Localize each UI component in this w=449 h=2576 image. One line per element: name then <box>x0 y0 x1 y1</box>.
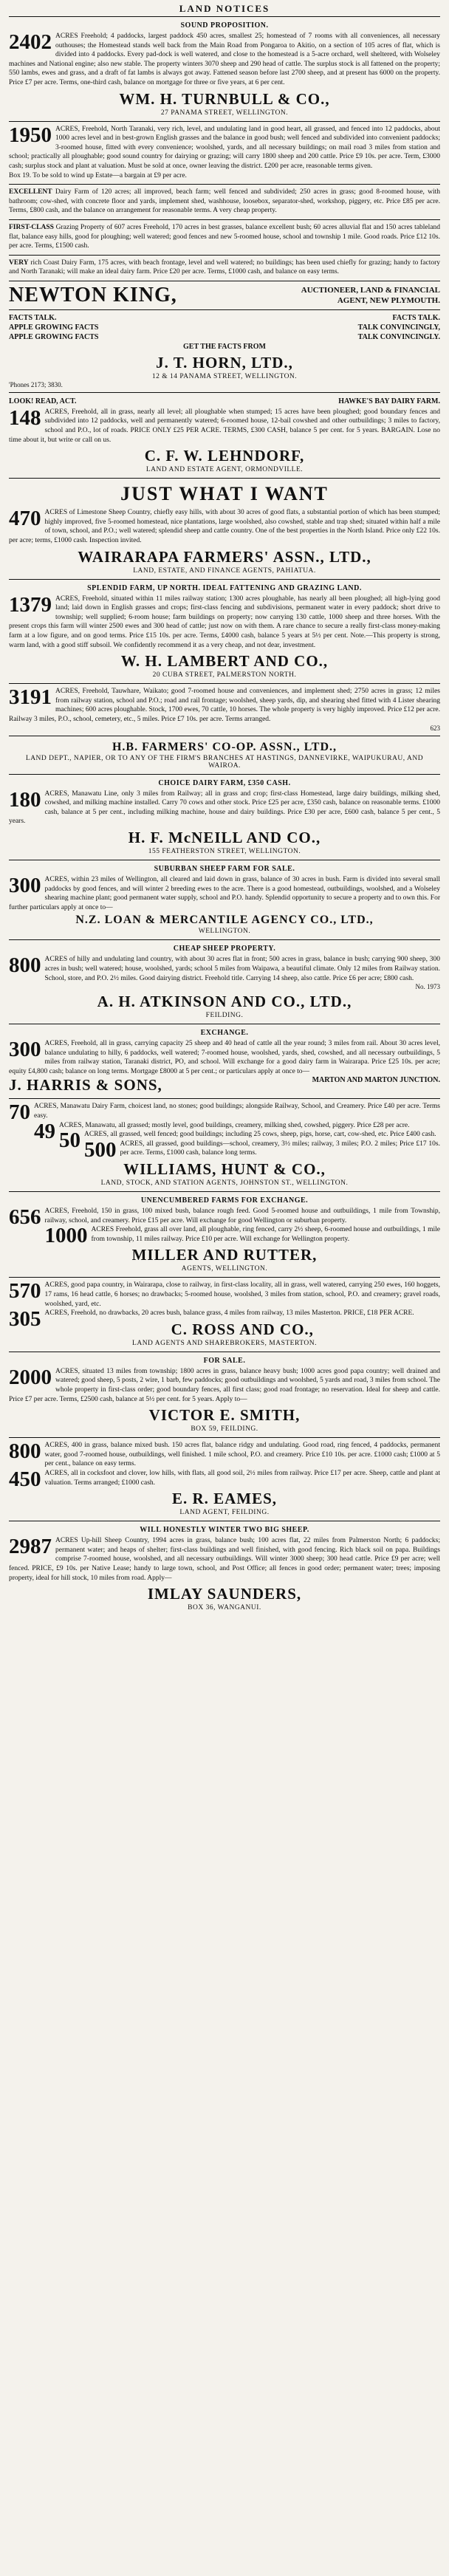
ad-heading: CHEAP SHEEP PROPERTY. <box>173 945 276 953</box>
facts-left: APPLE GROWING FACTS <box>9 323 99 332</box>
ad-body <box>9 223 440 251</box>
ad-heading: EXCHANGE. <box>200 1029 249 1038</box>
ad-reference: 623 <box>430 724 440 732</box>
ad-lead-number: 2987 <box>9 1535 52 1559</box>
agent-address: FEILDING. <box>205 1012 244 1020</box>
ad-text: ACRES, Freehold, situated within 11 miles railway station; 1300 acres ploughable, has nearly all been ploughed; all high-lying good land; laid down in English grasses and crops; first-class fencing and subdivisions, permanent water in every paddock; short drive to township; well supplied; 6-room house; farm buildings on property; now carrying 130 cattle, 1000 sheep and three horses. With the present crops this farm will winter 2500 ewes and 300 head of cattle; just now on with them. A rare chance to secure a really first-class money-making farm at a low figure, and on good terms. Price £15 10s. per acre. Terms, £4000 cash, balance 5 years at 5½ per cent. Note.—This property is strong, warm land, with a good stiff subsoil. We confidently recommend it as a very cheap, and not dear, investment. <box>9 595 440 649</box>
ad-newton-king <box>9 281 440 310</box>
ad-just-what-i-want <box>9 479 440 579</box>
ad-body <box>9 955 440 983</box>
ad-body <box>9 1205 440 1230</box>
ad-cheap-sheep <box>9 940 440 1024</box>
ad-lead-number: 49 <box>34 1119 55 1143</box>
ad-text: ACRES Up-hill Sheep Country, 1994 acres in grass, balance bush; 100 acres flat, 22 miles from Palmerston North; 6 paddocks; permanent water; and heaps of shelter; first-class buildings and well finished, with good fencing. Rich black soil on papa. Buildings comprise 7-roomed house, woolshed, and all necessary outbuildings. Will winter 3000 sheep; 300 head cattle. Price £9 per acre; well fenced. PRICE, £9 10s. per Native Lease; handy to large town, school, and Post Office; all fences in good order; permanent water; trees; imposing property, ideal for hill stock, 10 miles from road. Apply— <box>9 1537 440 1582</box>
ad-text: ACRES, 400 in grass, balance mixed bush. 150 acres flat, balance ridgy and undulating. Good road, ring fenced, 4 paddocks, permanent water, good 7-roomed house, outbuildings, well finished. 1 mile school, P.O. and creamery. Price £10 10s. per acre. £1000 cash; £1000 at 5 per cent., balance on easy terms. <box>44 1442 440 1468</box>
ad-2000-acres <box>9 1352 440 1438</box>
ad-body <box>9 687 440 724</box>
ad-text: ACRES, good papa country, in Wairarapa, close to railway, in first-class locality, all in grass, well watered, carrying 250 ewes, 160 hoggets, 17 rams, 16 head cattle, 6 horses; no drawbacks; 5-roomed house, woolshed, 3 miles from station, school, P.O. and creamery; gravel roads, woolshed, yard, etc. <box>44 1281 440 1308</box>
ad-lead-number: 800 <box>9 1439 41 1464</box>
facts-line-1 <box>9 313 440 323</box>
ad-lead-number: 656 <box>9 1205 41 1230</box>
ad-body <box>9 258 440 277</box>
ad-body <box>9 32 440 88</box>
ad-text: ACRES of Limestone Sheep Country, chiefly easy hills, with about 30 acres of good flats, a substantial portion of which has been stumped; highly improved, five 5-roomed homestead, nice plantations, large woolshed, also cowshed, stable and trap shed; situated within half a mile of town, school, and P.O.; well watered; splendid sheep and cattle country. One of the best properties in the North Island. Price only £22 10s. per acre; terms, £1000 cash. Inspection invited. <box>9 509 440 545</box>
ad-heading: SPLENDID FARM, UP NORTH. IDEAL FATTENING AND GRAZING LAND. <box>87 583 362 592</box>
ad-148-acres <box>9 393 440 479</box>
agent-name: C. F. W. LEHNDORF, <box>144 447 305 465</box>
ad-heading-row <box>9 397 440 405</box>
agent-name: H. F. McNEILL AND CO., <box>128 828 321 846</box>
ad-text: ACRES, Freehold, no drawbacks, 20 acres bush, balance grass, 4 miles from railway, 13 miles Masterton. PRICE, £18 PER ACRE. <box>44 1309 414 1318</box>
ad-body <box>9 188 440 216</box>
ad-text: ACRES Freehold, grass all over land, all ploughable, ring fenced, carry 2½ sheep, 6-roomed house and outbuildings, 1 mile from township, 11 miles railway. Price £10 per acre. Will exchange for Wellington property. <box>91 1226 440 1243</box>
ad-text: Grazing Property of 607 acres Freehold, 170 acres in best grasses, balance excellent bush; 60 acres alluvial flat and 150 acres tableland flat, balance easy hills, good for ploughing; well watered; good fences and new 5-roomed house, school and township 1 mile. Good roads. Price £12 10s. per acre. Terms, £1500 cash. <box>9 223 440 250</box>
agent-address: 20 CUBA STREET, PALMERSTON NORTH. <box>152 671 297 679</box>
ad-williams-hunt <box>9 1099 440 1192</box>
agent-address: LAND, STOCK, AND STATION AGENTS, JOHNSTON ST., WELLINGTON. <box>100 1179 349 1188</box>
ad-text: ACRES, Freehold, all in grass, carrying capacity 25 sheep and 40 head of cattle all the year round; 3 miles from rail. About 30 acres level, balance undulating to hilly, 6 paddocks, well watered; 7-roomed house, woolshed, yards, shed, cowshed, and all necessary outbuildings, 5 miles from railway station, Taranaki district, PO, and school. Will exchange for a good dairy farm in Wairarapa. Price £25 10s. per acre; equity £4,800 cash; balance on long terms. Mortgage £8000 at 5 per cent.; or particulars apply at once to— <box>9 1040 440 1075</box>
ad-unencumbered <box>9 1192 440 1278</box>
facts-left: FACTS TALK. <box>9 313 57 322</box>
agent-phone: 'Phones 2173; 3830. <box>9 380 63 388</box>
ad-body <box>9 508 440 545</box>
ad-lead-number: 3191 <box>9 685 52 710</box>
ad-lead-word: VERY <box>9 258 29 267</box>
ad-text: ACRES, Freehold, 150 in grass, 100 mixed bush, balance rough feed. Good 5-roomed house and outbuildings, 1 mile from Township, railway, school, and creamery. Price £15 per acre. Will exchange for good Wellington or suburban property. <box>44 1208 440 1224</box>
ad-lead-number: 2000 <box>9 1365 52 1389</box>
ad-lead-number: 180 <box>9 787 41 812</box>
facts-line-3 <box>9 332 440 342</box>
ad-lead-number: 70 <box>9 1100 30 1125</box>
facts-right: TALK CONVINCINGLY, <box>357 323 440 332</box>
ad-body <box>9 592 440 651</box>
agent-address: BOX 36, WANGANUI. <box>188 1604 261 1612</box>
ad-text: rich Coast Dairy Farm, 175 acres, with beach frontage, level and well watered; no buildings; has been used chiefly for grazing; handy to factory and North Taranaki; will make an ideal dairy farm. Price £20 per acre. Terms, £1000 cash, and balance on easy terms. <box>9 258 441 276</box>
ad-lead-number: 300 <box>9 873 41 897</box>
agent-location: MARTON AND MARTON JUNCTION. <box>312 1076 440 1085</box>
ad-body <box>9 125 440 171</box>
ad-lead-number: 1379 <box>9 592 52 617</box>
masthead: LAND NOTICES <box>9 0 440 17</box>
ad-title: JUST WHAT I WANT <box>120 483 329 505</box>
ad-2402-acres <box>9 17 440 122</box>
ad-text: ACRES, Manawatu Line, only 3 miles from Railway; all in grass and crop; first-class Homestead, large dairy buildings, milking shed, cowshed, and milking machine installed. Carry 70 cows and other stock. Price £25 per acre, £350 cash, balance on reasonable terms. £1000 cash, balance at 5 per cent., including milking machine, house and dairy buildings. Price £30 per acre, £600 cash, balance 5 per cent., 5 years. <box>9 789 440 826</box>
ad-heading: CHOICE DAIRY FARM, £350 CASH. <box>158 778 291 787</box>
ad-excellent-dairy <box>9 185 440 220</box>
agent-name: W. H. LAMBERT AND CO., <box>120 652 329 671</box>
ad-first-class-grazing <box>9 220 440 256</box>
ad-lead-number: 500 <box>84 1137 117 1162</box>
ad-very-rich-coast <box>9 256 440 281</box>
agent-address: 27 PANAMA STREET, WELLINGTON. <box>160 109 289 117</box>
agent-role-line-2: AGENT, NEW PLYMOUTH. <box>337 295 440 305</box>
ad-body <box>9 1224 440 1248</box>
ad-body <box>9 789 440 826</box>
agent-role <box>301 285 440 306</box>
ad-lead-number: 450 <box>9 1467 41 1491</box>
agent-address: 155 FEATHERSTON STREET, WELLINGTON. <box>148 847 301 855</box>
ad-lead-number: 570 <box>9 1279 41 1304</box>
agent-address: LAND, ESTATE, AND FINANCE AGENTS, PAHIATUA. <box>133 566 316 575</box>
facts-line-2 <box>9 323 440 332</box>
ad-lead-number: 50 <box>59 1128 80 1153</box>
ad-heading: WILL HONESTLY WINTER TWO BIG SHEEP. <box>140 1526 309 1535</box>
ad-lead-number: 300 <box>9 1038 41 1062</box>
ad-lead-number: 470 <box>9 507 41 531</box>
ad-text: ACRES, all grassed, good buildings—school, creamery, 3½ miles; railway, 3 miles; P.O. 2 miles; Price £17 10s. per acre. Terms, £1000 cash, balance long terms. <box>120 1140 440 1157</box>
facts-right: FACTS TALK. <box>392 313 440 322</box>
agent-address: LAND AGENT, FEILDING. <box>179 1509 270 1517</box>
ad-body <box>9 1467 440 1491</box>
ad-text: ACRES, all in cocksfoot and clover, low hills, with flats, all good soil, 2½ miles from railway. Price £17 per acre. Sheep, cattle and plant at valuation. Terms arranged; £1000 cash. <box>44 1469 440 1487</box>
ad-body <box>9 1367 440 1404</box>
ad-text: ACRES, Freehold, all in grass, nearly all level; all ploughable when stumped; 15 acres have been ploughed; good boundary fences and subdivided into 12 paddocks, well and permanently watered; 6-roomed house, 12-bail cowshed and other outbuildings; 3 miles to factory, school and P.O., lot of roads. PRICE ONLY £25 PER ACRE. TERMS, £300 CASH, balance 5 per cent. for 5 years. BARGAIN. Lose no time about it, but write or call on us. <box>9 408 440 444</box>
agent-address: LAND AND ESTATE AGENT, ORMONDVILLE. <box>145 466 304 474</box>
ad-choice-dairy <box>9 775 440 860</box>
ad-body <box>9 875 440 912</box>
ad-body <box>9 405 440 445</box>
agent-name: C. ROSS AND CO., <box>171 1320 314 1338</box>
ad-body <box>9 1441 440 1469</box>
facts-left: APPLE GROWING FACTS <box>9 332 99 341</box>
agent-address: LAND AGENTS AND SHAREBROKERS, MASTERTON. <box>132 1339 317 1347</box>
agent-name: J. T. HORN, LTD., <box>156 353 293 371</box>
agent-address: AGENTS, WELLINGTON. <box>181 1265 268 1273</box>
ad-lead-number: 1000 <box>44 1224 88 1248</box>
ad-lead-word: EXCELLENT <box>9 188 52 196</box>
agent-name: VICTOR E. SMITH, <box>148 1406 301 1425</box>
ad-text: ACRES, situated 13 miles from township; 1800 acres in grass, balance heavy bush; 1000 acres good papa country; well drained and watered; good sheep, 5 posts, 2 wire, 1 barb, few paddocks; good outbuildings and woolshed, 5 yards and road, 3 miles from school. The whole property in first-class order; good boundary fences, all first class; good road frontage; no reservation. Ideal for sheep and cattle. Price £7 per acre. Terms, £2500 cash, balance at 5½ per cent. for 5 years. Apply to— <box>9 1367 440 1403</box>
ad-heading: SUBURBAN SHEEP FARM FOR SALE. <box>154 864 295 873</box>
ad-text: ACRES, Manawatu, all grassed; mostly level, good buildings, creamery, milking shed, cowshed, piggery. Price £28 per acre. <box>59 1121 410 1129</box>
ad-suburban-sheep <box>9 860 440 940</box>
agent-address: 12 & 14 PANAMA STREET, WELLINGTON. <box>151 372 298 380</box>
ad-lead-number: 2402 <box>9 30 52 54</box>
ad-exchange-300 <box>9 1024 440 1099</box>
ad-heading-right: HAWKE'S BAY DAIRY FARM. <box>338 397 440 405</box>
ad-text: ACRES Freehold; 4 paddocks, largest paddock 450 acres, smallest 25; homestead of 7 rooms with all conveniences, all necessary outhouses; the Homestead stands well back from the Main Road from Pongaroa to Akitio, on a section of 105 acres of flat, which is divided into 4 paddocks. Every pad-dock is well watered, and close to the homestead is a 5-acre orchard, well sheltered, with Wolseley machines and National engine; also new stable. The property winters 3070 sheep and 290 head of cattle. The surplus stock is all fattened on the property; 550 lambs, ewes and grass, and a draft of fat lambs is always got away. Fattened season before last 2700 sheep, and at present has 6000 on the property. Price £7 per acre. Terms, one-third cash, balance on mortgage for three or five years, at 6 per cent. <box>9 32 440 86</box>
agent-address: WELLINGTON. <box>198 928 251 936</box>
facts-right: TALK CONVINCINGLY. <box>357 332 440 341</box>
agent-name: WM. H. TURNBULL & CO., <box>119 89 330 108</box>
agent-name: J. HARRIS & SONS, <box>9 1076 162 1095</box>
agent-address: BOX 59, FEILDING. <box>191 1425 258 1433</box>
ad-heading: FOR SALE. <box>203 1356 246 1365</box>
ad-reference: No. 1973 <box>415 983 440 991</box>
ad-heading-left: LOOK! READ, ACT. <box>9 397 77 405</box>
facts-middle: GET THE FACTS FROM <box>183 342 266 351</box>
ad-1950-acres <box>9 122 440 185</box>
ad-text: ACRES, Freehold, Tauwhare, Waikato; good 7-roomed house and conveniences, and implement shed; 2750 acres in grass; 12 miles from railway station, school and P.O.; road and rail frontage; woolshed, sheep yards, dip, and shearing shed fitted with 4 Lister shearing machines; 600 acres ploughable. Stock, 1700 ewes, 70 cattle, 10 horses. The whole property is very highly improved. Price £12 per acre. Railway 3 miles, P.O., school, cemetery, etc., 5 miles. Price £7 10s. per acre. Terms arranged. <box>9 688 440 723</box>
ad-text: ACRES, within 23 miles of Wellington, all cleared and laid down in grass, balance of 30 acres in bush. Farm is divided into several small paddocks by good fences, and will winter 2 breeding ewes to the acre. There is a good homestead, outbuildings, woolshed, and a Wolseley shearing machine plant; good permanent water supply, school and P.O. handy. Splendid opportunity to secure a property and to own this. For further particulars apply at once to— <box>9 875 440 911</box>
agent-name: IMLAY SAUNDERS, <box>147 1585 302 1603</box>
ad-lead-word: FIRST-CLASS <box>9 223 54 231</box>
agent-name: N.Z. LOAN & MERCANTILE AGENCY CO., LTD., <box>75 914 374 927</box>
agent-row <box>9 1076 440 1095</box>
ad-lead-number: 148 <box>9 405 41 430</box>
ad-text: ACRES of hilly and undulating land country, with about 30 acres flat in front; 500 acres in grass, balance in bush; carrying 900 sheep, 300 acres in bush; well watered; house, woolshed, yards; school 5 miles from Waipawa, a beautiful climate. Only 12 miles from Railway station. School, store, and P.O. 2½ miles. Good dairying district. Freehold title. Carrying 14 sheep, also cattle. Price £6 per acre; £800 cash. <box>44 956 440 982</box>
ad-body <box>9 1039 440 1076</box>
ad-lead-number: 1950 <box>9 123 52 147</box>
ad-2987-acres <box>9 1521 440 1616</box>
ad-hb-farmers <box>9 736 440 775</box>
ad-text: ACRES, Freehold, North Taranaki, very rich, level, and undulating land in good heart, all grassed, and fenced into 12 paddocks, about 1000 acres level and in best-grown English grasses and the balance in good bush; well fenced and subdivided into convenient paddocks; 3-roomed house, fitted with every convenience; woolshed, yards, and all necessary buildings; on mail road 3 miles from station and school; practically all ploughable; good sound country for dairying or grazing; will carry 1800 sheep and 200 cattle. Price £9 10s. per acre. Term, £3000 cash; surplus stock and plant at valuation. Must be sold at once, owner leaving the district. £200 per acre, reasonable terms given. <box>9 125 440 170</box>
agent-address: LAND DEPT., NAPIER, OR TO ANY OF THE FIRM'S BRANCHES AT HASTINGS, DANNEVIRKE, WAIPUKURAU, AND WAIROA. <box>25 754 424 770</box>
ad-text: ACRES, all grassed, well fenced; good buildings; including 25 cows, sheep, pigs, horse, cart, cow-shed, etc. Price £400 cash. <box>84 1131 436 1139</box>
ad-800-acres <box>9 1438 440 1521</box>
ad-heading: UNENCUMBERED FARMS FOR EXCHANGE. <box>140 1196 309 1205</box>
ad-text: ACRES, Manawatu Dairy Farm, choicest land, no stones; good buildings; alongside Railway, School, and Creamery. Price £40 per acre. Terms easy. <box>34 1103 440 1120</box>
agent-name: E. R. EAMES, <box>171 1490 278 1508</box>
agent-name: NEWTON KING, <box>9 283 177 306</box>
ad-body <box>9 1536 440 1583</box>
agent-name: MILLER AND RUTTER, <box>131 1246 318 1264</box>
ad-lead-number: 305 <box>9 1307 41 1332</box>
ad-570-acres <box>9 1278 440 1352</box>
agent-name: WILLIAMS, HUNT & CO., <box>123 1160 326 1179</box>
agent-name: WAIRARAPA FARMERS' ASSN., LTD., <box>78 547 371 566</box>
ad-facts-talk <box>9 310 440 393</box>
agent-name: H.B. FARMERS' CO-OP. ASSN., LTD., <box>112 740 337 753</box>
ad-tail: Box 19. To be sold to wind up Estate—a bargain at £9 per acre. <box>9 171 187 179</box>
agent-name: A. H. ATKINSON AND CO., LTD., <box>97 993 352 1011</box>
land-notices-page <box>9 0 440 1616</box>
ad-heading: SOUND PROPOSITION. <box>180 21 269 30</box>
ad-1379-acres <box>9 580 440 685</box>
agent-role-line-1: AUCTIONEER, LAND & FINANCIAL <box>301 285 440 295</box>
ad-lead-number: 800 <box>9 953 41 978</box>
ad-3191-acres <box>9 684 440 736</box>
ad-body <box>9 1281 440 1309</box>
ad-text: Dairy Farm of 120 acres; all improved, beach farm; well fenced and subdivided; 250 acres in grass; good 8-roomed house, with bathroom; cow-shed, with concrete floor and yards, implement shed, washhouse, loosebox, separator-shed, workshop, piggery, etc. Price £85 per acre. Terms, £800 cash, and the balance on arrangement for reasonable terms. A very cheap property. <box>9 188 441 215</box>
